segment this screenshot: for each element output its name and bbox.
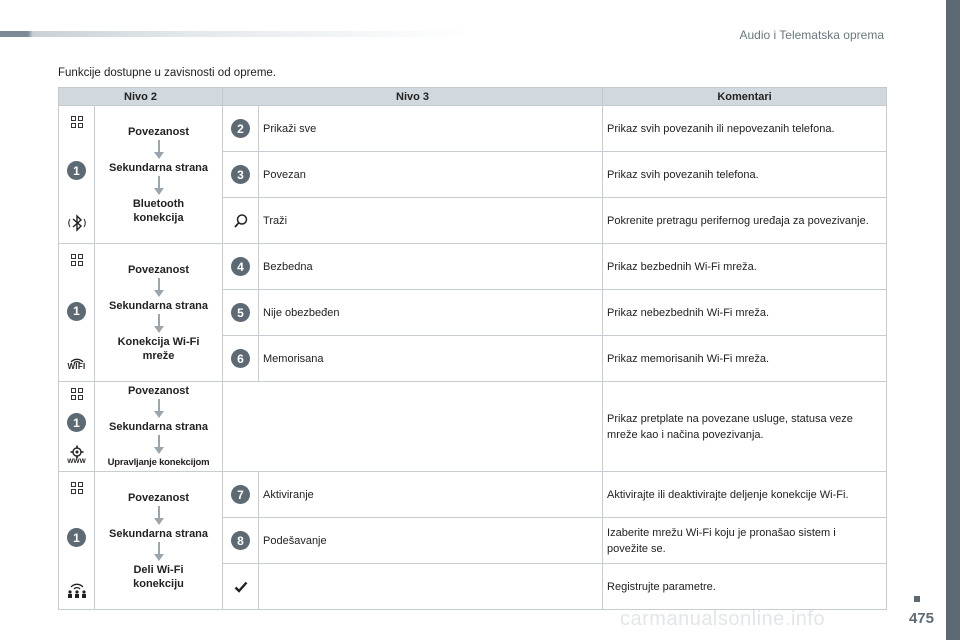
option-comment: Prikaz svih povezanih ili nepovezanih telefona. [603,106,887,152]
option-comment: Registrujte parametre. [603,564,887,610]
option-comment: Prikaz pretplate na povezane usluge, statusa veze mreže kao i načina povezivanja. [603,382,887,472]
step-badge: 4 [231,257,250,276]
page-marker [914,596,920,602]
option-label: Memorisana [259,336,603,382]
level2-path [95,244,223,382]
arrow-down-icon [154,399,164,419]
checkmark-icon [234,581,248,593]
gear-icon [70,445,84,459]
step-badge: 1 [67,528,86,547]
option-label: Aktiviranje [259,472,603,518]
option-label: Traži [259,198,603,244]
level2-item: Sekundarna strana [108,161,209,174]
group-icons [59,244,95,382]
group-icons [59,472,95,610]
wifi-icon-label: WIFI [67,362,86,371]
level2-item: Sekundarna strana [108,527,209,540]
column-header-nivo3: Nivo 3 [223,88,603,106]
watermark: carmanualsonline.info [620,608,826,630]
www-icon-label: WWW [67,458,86,465]
level2-item: Povezanost [127,491,190,504]
share-wifi-icon [66,581,88,599]
step-badge: 1 [67,161,86,180]
level2-item: Deli Wi-Fi konekciju [133,563,184,590]
table-header [59,88,887,106]
column-header-komentari: Komentari [603,88,887,106]
option-label: Bezbedna [259,244,603,290]
option-label: Nije obezbeđen [259,290,603,336]
option-label: Podešavanje [259,518,603,564]
level2-item: Povezanost [127,125,190,138]
option-comment: Prikaz nebezbednih Wi-Fi mreža. [603,290,887,336]
function-table [58,87,887,610]
table-row [59,244,887,290]
page-edge-strip [946,0,960,640]
step-badge: 7 [231,485,250,504]
level2-item: Bluetooth konekcija [132,197,185,224]
step-badge: 6 [231,349,250,368]
header-bar [0,31,470,37]
option-label: Povezan [259,152,603,198]
level2-path [95,382,223,472]
level2-item: Sekundarna strana [108,420,209,433]
arrow-down-icon [154,140,164,160]
level2-path [95,106,223,244]
option-comment: Pokrenite pretragu perifernog uređaja za povezivanje. [603,198,887,244]
level2-item: Sekundarna strana [108,299,209,312]
arrow-down-icon [154,435,164,455]
arrow-down-icon [154,506,164,526]
arrow-down-icon [154,176,164,196]
level2-path [95,472,223,610]
group-icons [59,382,95,472]
column-header-nivo2: Nivo 2 [59,88,223,106]
option-comment: Prikaz memorisanih Wi-Fi mreža. [603,336,887,382]
table-row [59,106,887,152]
page-number: 475 [908,610,934,627]
level2-item: Povezanost [127,263,190,276]
bluetooth-icon [67,213,87,233]
option-label [259,564,603,610]
header-title: Audio i Telematska oprema [739,28,884,42]
step-badge: 3 [231,165,250,184]
step-badge: 1 [67,413,86,432]
search-icon [233,213,249,229]
grid-menu-icon [71,388,83,400]
step-badge: 5 [231,303,250,322]
grid-menu-icon [71,482,83,494]
option-comment: Izaberite mrežu Wi-Fi koju je pronašao sistem i povežite se. [603,518,887,564]
option-comment: Prikaz svih povezanih telefona. [603,152,887,198]
intro-text: Funkcije dostupne u zavisnosti od opreme. [58,67,276,79]
level2-item: Povezanost [127,384,190,397]
table-row [59,382,887,472]
step-badge: 2 [231,119,250,138]
arrow-down-icon [154,314,164,334]
table-row [59,472,887,518]
level2-item: Konekcija Wi-Fi mreže [117,335,200,362]
grid-menu-icon [71,254,83,266]
option-label: Prikaži sve [259,106,603,152]
step-badge: 8 [231,531,250,550]
arrow-down-icon [154,542,164,562]
option-comment: Prikaz bezbednih Wi-Fi mreža. [603,244,887,290]
grid-menu-icon [71,116,83,128]
group-icons [59,106,95,244]
option-comment: Aktivirajte ili deaktivirajte deljenje konekcije Wi-Fi. [603,472,887,518]
level2-item: Upravljanje konekcijom [107,456,210,468]
step-badge: 1 [67,302,86,321]
arrow-down-icon [154,278,164,298]
